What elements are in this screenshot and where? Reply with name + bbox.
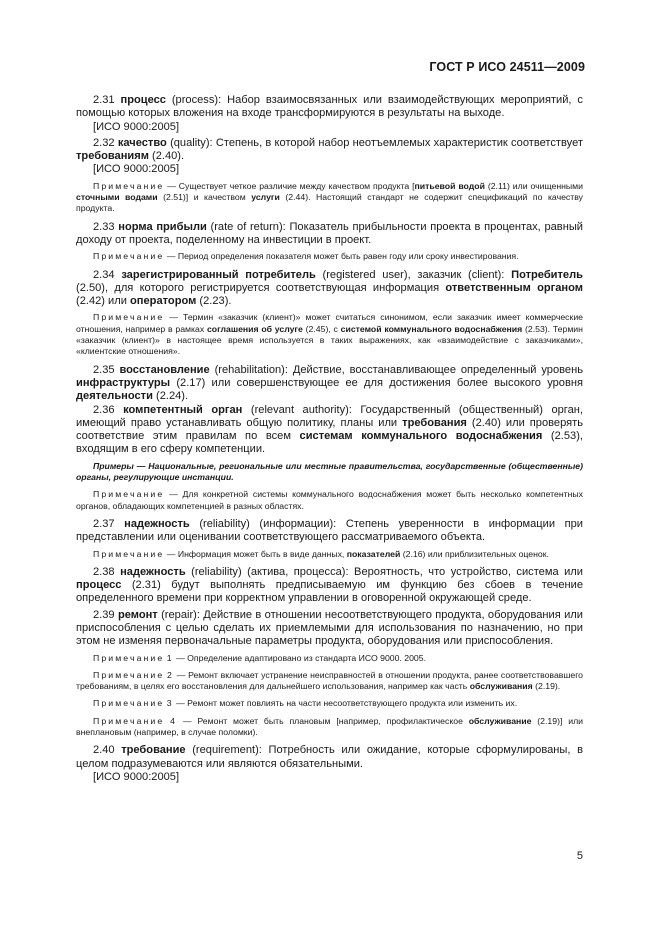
document-id: ГОСТ Р ИСО 24511—2009 bbox=[429, 60, 585, 74]
note-label: Примечание bbox=[93, 180, 165, 191]
term-2-32 bbox=[76, 137, 583, 164]
term-title: надежность bbox=[124, 517, 190, 530]
term-definition: Степень, в которой набор неотъемлемых характеристик соответствует bbox=[215, 136, 583, 149]
term-english: (repair): bbox=[161, 608, 200, 621]
note-crossref: питьевой водой bbox=[414, 180, 485, 191]
term-definition: (2.40). bbox=[152, 150, 185, 163]
term-definition: (2.53), входящим в его сферу компетенции. bbox=[76, 430, 583, 456]
term-english: (process): bbox=[171, 94, 222, 106]
term-title: ремонт bbox=[117, 608, 158, 621]
term-english: (registered user), заказчик (client): bbox=[322, 268, 505, 281]
note-number: 1 bbox=[166, 652, 174, 663]
term-number: 2.39 bbox=[93, 608, 115, 621]
term-definition: Действие, восстанавливающее определенный уровень bbox=[292, 363, 583, 376]
term-number: 2.38 bbox=[93, 565, 115, 578]
note-text: (2.44). Настоящий стандарт не содержит спецификаций по качеству продукта. bbox=[76, 192, 584, 214]
term-title: компетентный орган bbox=[123, 403, 243, 416]
note-text: (2.11) или очищенными bbox=[487, 180, 584, 191]
note-text: — Ремонт может повлиять на части несоответствующего продукта или изменить их. bbox=[176, 698, 518, 709]
term-title: надежность bbox=[120, 565, 186, 578]
term-crossref: деятельности bbox=[76, 390, 153, 403]
note bbox=[76, 698, 583, 709]
term-number: 2.34 bbox=[93, 268, 115, 281]
source-reference: [ИСО 9000:2005] bbox=[93, 163, 180, 176]
note bbox=[76, 251, 583, 262]
term-number: 2.32 bbox=[93, 136, 115, 149]
note-text: (2.53). Термин «заказчик (клиент)» в настоящее время используется в таких выражениях, как «взаимодействие с заказчиками», «клиентские отношения». bbox=[76, 323, 583, 357]
term-number: 2.35 bbox=[93, 363, 115, 376]
note-crossref: соглашения об услуге bbox=[206, 323, 303, 334]
term-english: (requirement): bbox=[192, 744, 262, 757]
term-definition: (2.24). bbox=[156, 390, 189, 403]
note bbox=[76, 181, 583, 215]
term-number: 2.33 bbox=[93, 220, 115, 233]
term-2-34 bbox=[76, 269, 583, 309]
term-crossref: системам коммунального водоснабжения bbox=[299, 430, 543, 443]
note bbox=[76, 653, 583, 664]
note-label: Примечание bbox=[93, 652, 165, 663]
term-title: норма прибыли bbox=[118, 220, 207, 233]
note bbox=[76, 670, 583, 693]
term-number: 2.37 bbox=[93, 517, 115, 530]
term-definition: Действие в отношении несоответствующего продукта, оборудования или приспособления с целью сделать их приемлемыми для использования по назначению, но при этом не изменяя первоначальные параметры продукта, оборудования или приспособления. bbox=[76, 608, 583, 648]
term-english: (reliability) (информации): bbox=[199, 517, 337, 530]
note-text: (2.19). bbox=[535, 681, 561, 692]
note-label: Примечание bbox=[93, 548, 165, 559]
term-2-40 bbox=[76, 744, 583, 771]
term-definition: (2.40) или проверять соответствие этим правилам по всем bbox=[76, 416, 583, 443]
term-english: (quality): bbox=[170, 136, 213, 149]
page-content bbox=[76, 94, 583, 784]
note-text: (2.45), с bbox=[305, 323, 338, 334]
note-text: (2.19)] или внеплановым (например, в случае поломки). bbox=[76, 715, 583, 738]
source-reference: [ИСО 9000:2005] bbox=[93, 120, 180, 133]
term-definition: Вероятность, что устройство, система или bbox=[354, 565, 583, 578]
term-2-39 bbox=[76, 609, 583, 649]
note bbox=[76, 489, 583, 512]
page-number: 5 bbox=[576, 850, 583, 862]
term-crossref: инфраструктуры bbox=[76, 376, 171, 389]
note-text: — Термин «заказчик (клиент)» может считаться синонимом, если заказчик имеет коммерческие отношения, например в рамках bbox=[76, 312, 584, 334]
term-definition: Потребность или ожидание, которые сформулированы, в целом подразумеваются или являются обязательными. bbox=[76, 744, 583, 770]
term-definition: (2.42) или bbox=[76, 295, 127, 308]
note-number: 2 bbox=[167, 669, 174, 680]
term-2-35 bbox=[76, 364, 583, 404]
note-text: (2.51)] и качеством bbox=[163, 192, 246, 203]
term-english: (relevant authority): bbox=[250, 403, 352, 416]
term-definition: (2.17) или совершенствующее ее для достижения более высокого уровня bbox=[176, 376, 583, 389]
term-definition: Степень уверенности в информации при представлении или оценивании соответствующего рассматриваемого объекта. bbox=[76, 517, 583, 544]
note-text: — Для конкретной системы коммунального водоснабжения может быть несколько компетентных органов, обладающих компетенцией в разных областях. bbox=[76, 489, 583, 511]
term-number: 2.31 bbox=[93, 94, 115, 106]
note bbox=[76, 312, 583, 357]
note-text: — Определение адаптировано из стандарта ИСО 9000. 2005. bbox=[176, 652, 427, 663]
note-crossref: обслуживания bbox=[469, 681, 533, 692]
term-title: восстановление bbox=[119, 363, 210, 376]
note-label: Примечание bbox=[93, 251, 165, 262]
source-reference: [ИСО 9000:2005] bbox=[93, 770, 180, 783]
term-2-36 bbox=[76, 404, 583, 457]
term-title: зарегистрированный потребитель bbox=[121, 268, 316, 281]
term-english: (rehabilitation): bbox=[214, 363, 288, 376]
term-definition: Государственный (общественный) орган, имеющий право устанавливать общую политику, планы или bbox=[76, 403, 583, 429]
term-title: требование bbox=[121, 744, 186, 757]
note-text: — Информация может быть в виде данных, bbox=[166, 548, 345, 559]
note-text: — Период определения показателя может быть равен году или сроку инвестирования. bbox=[166, 251, 519, 262]
term-title: качество bbox=[117, 136, 167, 149]
example: Примеры — Национальные, региональные или местные правительства, государственные (общественные) органы, регулирующие инстанции. bbox=[76, 460, 583, 483]
note-text: (2.16) или приблизительных оценок. bbox=[402, 548, 549, 559]
term-2-33 bbox=[76, 221, 583, 248]
term-2-31 bbox=[76, 94, 583, 121]
note-crossref: услуги bbox=[251, 192, 280, 203]
term-number: 2.36 bbox=[93, 403, 115, 416]
note-crossref: обслуживание bbox=[468, 715, 532, 726]
term-crossref: требования bbox=[402, 416, 467, 429]
note-crossref: сточными водами bbox=[76, 192, 158, 203]
term-definition: Набор взаимосвязанных или взаимодействующих мероприятий, с помощью которых вложения на входе трансформируются в результаты на выходе. bbox=[76, 94, 583, 120]
note-text: — Существует четкое различие между качеством продукта [ bbox=[167, 180, 415, 191]
term-title: Потребитель bbox=[511, 268, 583, 281]
term-number: 2.40 bbox=[93, 744, 115, 757]
term-definition: (2.31) будут выполнять предписываемую им функцию без сбоев в течение определенного времени при корректном управлении в оговоренной окружающей среде. bbox=[76, 579, 583, 605]
note-crossref: показателей bbox=[346, 548, 401, 559]
note-label: Примечание bbox=[93, 489, 165, 500]
note-label: Примечание bbox=[93, 669, 165, 680]
term-english: (rate of return): bbox=[210, 220, 286, 233]
term-crossref: ответственным органом bbox=[445, 281, 583, 294]
note-number: 4 bbox=[170, 715, 178, 726]
note-text: — Ремонт включает устранение неисправностей в отношении продукта, ранее соответствовавшего требованиям, в целях его восстановления для дальнейшего использования, например как часть bbox=[76, 669, 584, 692]
note-label: Примечание bbox=[93, 698, 165, 709]
term-english: (reliability) (актива, процесса): bbox=[191, 565, 349, 578]
term-definition: (2.50), для которого регистрируется соответствующая информация bbox=[76, 281, 440, 294]
note-label: Примечание bbox=[93, 715, 165, 726]
term-definition: (2.23). bbox=[199, 295, 232, 308]
note-crossref: системой коммунального водоснабжения bbox=[340, 323, 523, 334]
term-crossref: требованиям bbox=[76, 150, 149, 163]
term-title: процесс bbox=[120, 94, 166, 106]
term-2-38 bbox=[76, 566, 583, 606]
note bbox=[76, 549, 583, 560]
note-number: 3 bbox=[166, 698, 174, 709]
term-crossref: процесс bbox=[76, 579, 122, 592]
note bbox=[76, 716, 583, 739]
note-text: — Ремонт может быть плановым [например, профилактическое bbox=[182, 715, 463, 726]
term-definition: Показатель прибыльности проекта в процентах, равный доходу от проекта, поделенному на инвестиции в проект. bbox=[76, 220, 583, 246]
note-label: Примечание bbox=[93, 312, 165, 323]
term-crossref: оператором bbox=[130, 295, 197, 308]
term-2-37 bbox=[76, 518, 583, 545]
